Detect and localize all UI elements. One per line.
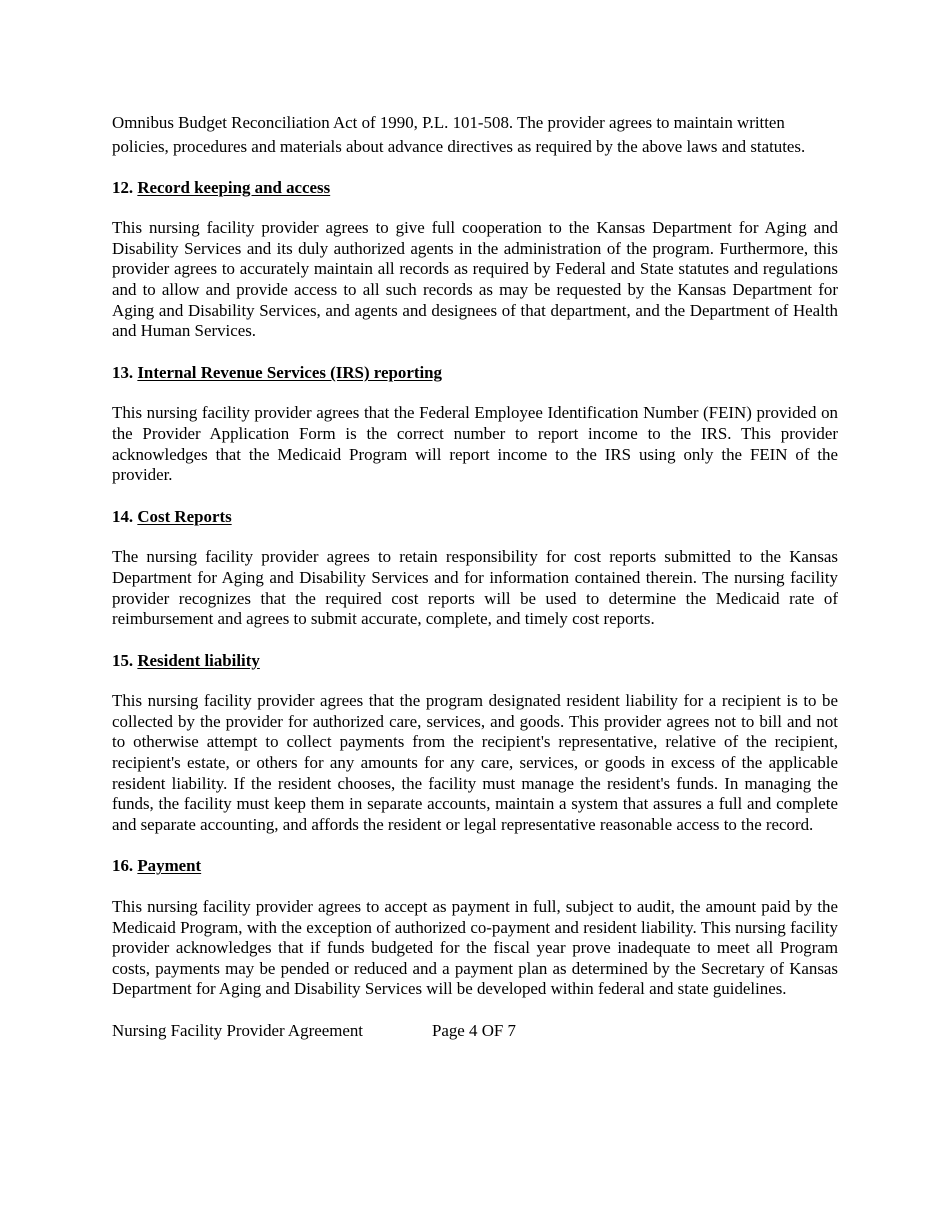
section-title: Payment [137, 856, 202, 876]
section-14 [112, 507, 838, 630]
section-heading [112, 507, 838, 528]
section-12 [112, 178, 838, 342]
section-body: This nursing facility provider agrees to accept as payment in full, subject to audit, the amount paid by the Medicaid Program, with the exception of authorized co-payment and resident liability. This nursing facility provider acknowledges that if funds budgeted for the fiscal year prove inadequate to meet all Program costs, payments may be pended or reduced and a payment plan as determined by the Secretary of Kansas Department for Aging and Disability Services will be developed within federal and state guidelines. [112, 897, 838, 999]
section-16 [112, 856, 838, 1000]
page-footer [112, 1021, 838, 1042]
section-title: Record keeping and access [137, 177, 331, 197]
document-page [112, 111, 838, 1042]
section-title: Internal Revenue Services (IRS) reporting [137, 362, 442, 382]
section-number: 16. [112, 856, 134, 876]
section-body: This nursing facility provider agrees that the Federal Employee Identification Number (FEIN) provided on the Provider Application Form is the correct number to report income to the IRS. This provider acknowledges that the Medicaid Program will report income to the IRS using only the FEIN of the provider. [112, 403, 838, 485]
footer-document-name: Nursing Facility Provider Agreement [112, 1021, 363, 1040]
section-number: 12. [112, 177, 134, 197]
section-13 [112, 363, 838, 486]
section-heading [112, 363, 838, 384]
section-number: 14. [112, 506, 134, 526]
footer-page-number: Page 4 OF 7 [431, 1021, 516, 1040]
section-heading [112, 178, 838, 199]
section-number: 15. [112, 650, 134, 670]
section-heading [112, 651, 838, 672]
section-body: The nursing facility provider agrees to retain responsibility for cost reports submitted to the Kansas Department for Aging and Disability Services and for information contained therein. The nursing facility provider recognizes that the required cost reports will be used to determine the Medicaid rate of reimbursement and agrees to submit accurate, complete, and timely cost reports. [112, 547, 838, 629]
section-15 [112, 651, 838, 836]
section-body: This nursing facility provider agrees to give full cooperation to the Kansas Department for Aging and Disability Services and its duly authorized agents in the administration of the program. Furthermore, this provider agrees to accurately maintain all records as required by Federal and State statutes and regulations and to allow and provide access to all such records as may be requested by the Kansas Department for Aging and Disability Services, and agents and designees of that department, and the Department of Health and Human Services. [112, 218, 838, 341]
section-heading [112, 856, 838, 877]
section-body: This nursing facility provider agrees that the program designated resident liability for a recipient is to be collected by the provider for authorized care, services, and goods. This provider agrees not to bill and not to otherwise attempt to collect payments from the recipient's representative, relative of the recipient, recipient's estate, or others for any amounts for any care, services, or goods in excess of the applicable resident liability. If the resident chooses, the facility must manage the resident's funds. In managing the funds, the facility must keep them in separate accounts, maintain a system that assures a full and complete and separate accounting, and affords the resident or legal representative reasonable access to the record. [112, 691, 838, 834]
section-number: 13. [112, 362, 134, 382]
intro-paragraph: Omnibus Budget Reconciliation Act of 1990, P.L. 101-508. The provider agrees to maintain written policies, procedures and materials about advance directives as required by the above laws and statutes. [112, 113, 806, 156]
section-title: Cost Reports [137, 506, 232, 526]
section-title: Resident liability [137, 650, 260, 670]
